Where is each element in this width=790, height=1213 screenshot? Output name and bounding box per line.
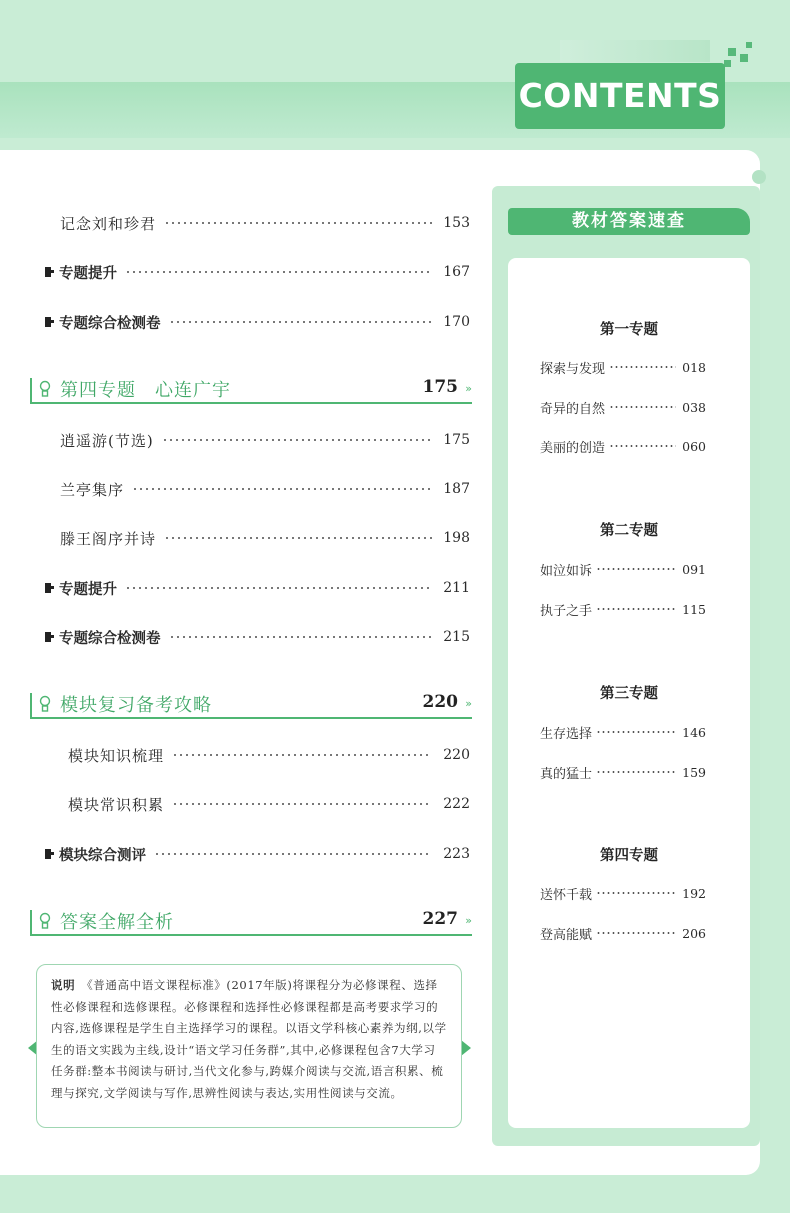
dot-leader <box>164 537 432 539</box>
dot-leader <box>154 853 432 855</box>
sidebar-item[interactable]: 送怀千载 192 <box>540 885 706 903</box>
dot-leader <box>162 439 432 441</box>
lightbulb-icon <box>39 695 51 713</box>
sidebar-group-title: 第二专题 <box>600 523 658 539</box>
dot-leader <box>172 754 432 756</box>
toc-row[interactable]: 专题综合检测卷 170 <box>0 307 470 337</box>
lightbulb-icon <box>39 380 51 398</box>
sidebar-group-title: 第一专题 <box>600 322 658 338</box>
toc-row[interactable]: 记念刘和珍君 153 <box>60 214 470 233</box>
section-heading-review[interactable]: 模块复习备考攻略 220 » <box>30 689 472 719</box>
toc-row[interactable]: 专题提升 211 <box>0 573 470 603</box>
sidebar-item[interactable]: 如泣如诉 091 <box>540 561 706 579</box>
sidebar-title: 教材答案速查 <box>508 208 750 235</box>
sidebar-item[interactable]: 登高能赋 206 <box>540 925 706 943</box>
sidebar-item[interactable]: 美丽的创造 060 <box>540 438 706 456</box>
toc-row[interactable]: 模块综合测评 223 <box>0 839 470 869</box>
toc-row[interactable]: 兰亭集序 187 <box>60 480 470 499</box>
sidebar-item[interactable]: 生存选择 146 <box>540 724 706 742</box>
bullet-icon <box>45 317 52 327</box>
double-chevron-icon: » <box>465 382 472 395</box>
dot-leader <box>125 271 432 273</box>
lightbulb-icon <box>39 912 51 930</box>
dot-leader <box>169 636 433 638</box>
sidebar-item[interactable]: 探索与发现 018 <box>540 359 706 377</box>
sidebar-item[interactable]: 奇异的自然 038 <box>540 399 706 417</box>
bullet-icon <box>45 849 52 859</box>
double-chevron-icon: » <box>465 914 472 927</box>
sidebar-group-title: 第三专题 <box>600 686 658 702</box>
toc-row[interactable]: 模块知识梳理 220 <box>68 746 470 765</box>
sidebar-item[interactable]: 执子之手 115 <box>540 601 706 619</box>
toc-row[interactable]: 模块常识积累 222 <box>68 795 470 814</box>
toc-row[interactable]: 滕王阁序并诗 198 <box>60 529 470 548</box>
dot-leader <box>164 222 432 224</box>
sidebar-group-title: 第四专题 <box>600 848 658 864</box>
toc-row[interactable]: 逍遥游(节选) 175 <box>60 431 470 450</box>
toc-row[interactable]: 专题提升 167 <box>0 257 470 287</box>
double-chevron-icon: » <box>465 697 472 710</box>
dot-leader <box>132 488 432 490</box>
section-heading-4[interactable]: 第四专题 心连广宇 175 » <box>30 374 472 404</box>
dot-leader <box>172 803 432 805</box>
header-decoration <box>560 40 710 62</box>
page-tab-decoration <box>752 170 766 184</box>
bullet-icon <box>45 632 52 642</box>
note-label: 说明 <box>51 978 76 992</box>
dot-leader <box>125 587 432 589</box>
toc-row[interactable]: 专题综合检测卷 215 <box>0 622 470 652</box>
decorative-squares <box>718 42 768 82</box>
note-box <box>36 964 462 1128</box>
note-text: 《普通高中语文课程标准》(2017年版)将课程分为必修课程、选择性必修课程和选修课程。必修课程和选择性必修课程都是高考要求学习的内容,选修课程是学生自主选择学习的课程。以语文学科核心素养为纲,以学生的语文实践为主线,设计“语文学习任务群”,其中,必修课程包含7大学习任务群:整本书阅读与研讨,当代文化参与,跨媒介阅读与交流,语言积累、梳理与探究,文学阅读与写作,思辨性阅读与表达,实用性阅读与交流。 <box>51 978 447 1100</box>
sidebar-item[interactable]: 真的猛士 159 <box>540 764 706 782</box>
contents-title: CONTENTS <box>515 63 725 129</box>
bullet-icon <box>45 267 52 277</box>
triangle-right-icon <box>461 1040 471 1056</box>
section-heading-answers[interactable]: 答案全解全析 227 » <box>30 906 472 936</box>
bullet-icon <box>45 583 52 593</box>
dot-leader <box>169 321 433 323</box>
